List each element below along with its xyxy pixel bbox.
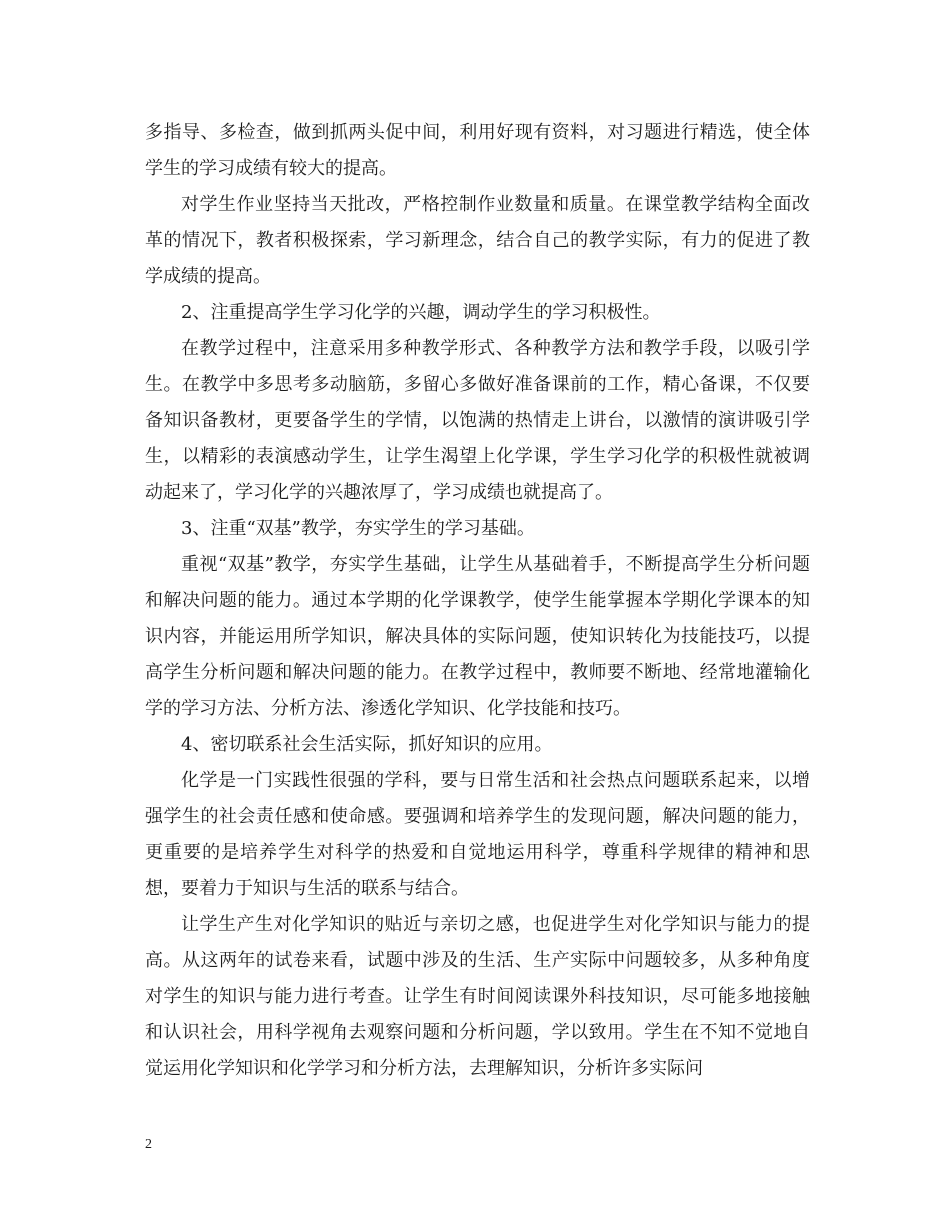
paragraph-2: 对学生作业坚持当天批改，严格控制作业数量和质量。在课堂教学结构全面改革的情况下，教者积极探索，学习新理念，结合自己的教学实际，有力的促进了教学成绩的提高。 — [145, 194, 810, 287]
paragraph-3: 在教学过程中，注意采用多种教学形式、各种教学方法和教学手段，以吸引学生。在教学中多思考多动脑筋，多留心多做好准备课前的工作，精心备课，不仅要备知识备教材，更要备学生的学情，以饱满的热情走上讲台，以激情的演讲吸引学生，以精彩的表演感动学生，让学生渴望上化学课，学生学习化学的积极性就被调动起来了，学习化学的兴趣浓厚了，学习成绩也就提高了。 — [145, 338, 810, 503]
paragraph-6: 让学生产生对化学知识的贴近与亲切之感，也促进学生对化学知识与能力的提高。从这两年的试卷来看，试题中涉及的生活、生产实际中问题较多，从多种角度对学生的知识与能力进行考查。让学生有时间阅读课外科技知识，尽可能多地接触和认识社会，用科学视角去观察问题和分析问题，学以致用。学生在不知不觉地自觉运用化学知识和化学学习和分析方法，去理解知识，分析许多实际问 — [145, 914, 810, 1079]
paragraph-1: 多指导、多检查，做到抓两头促中间，利用好现有资料，对习题进行精选，使全体学生的学习成绩有较大的提高。 — [145, 122, 810, 179]
section-heading-2: 2、注重提高学生学习化学的兴趣，调动学生的学习积极性。 — [181, 302, 661, 323]
section-heading-4: 4、密切联系社会生活实际，抓好知识的应用。 — [181, 734, 553, 755]
document-body — [145, 115, 810, 1087]
paragraph-4: 重视“双基”教学，夯实学生基础，让学生从基础着手，不断提高学生分析问题和解决问题的能力。通过本学期的化学课教学，使学生能掌握本学期化学课本的知识内容，并能运用所学知识，解决具体的实际问题，使知识转化为技能技巧，以提高学生分析问题和解决问题的能力。在教学过程中，教师要不断地、经常地灌输化学的学习方法、分析方法、渗透化学知识、化学技能和技巧。 — [145, 554, 810, 719]
paragraph-5: 化学是一门实践性很强的学科，要与日常生活和社会热点问题联系起来，以增强学生的社会责任感和使命感。要强调和培养学生的发现问题，解决问题的能力，更重要的是培养学生对科学的热爱和自觉地运用科学，尊重科学规律的精神和思想，要着力于知识与生活的联系与结合。 — [145, 770, 810, 899]
page-number: 2 — [145, 1137, 152, 1152]
section-heading-3: 3、注重“双基”教学，夯实学生的学习基础。 — [181, 518, 535, 539]
